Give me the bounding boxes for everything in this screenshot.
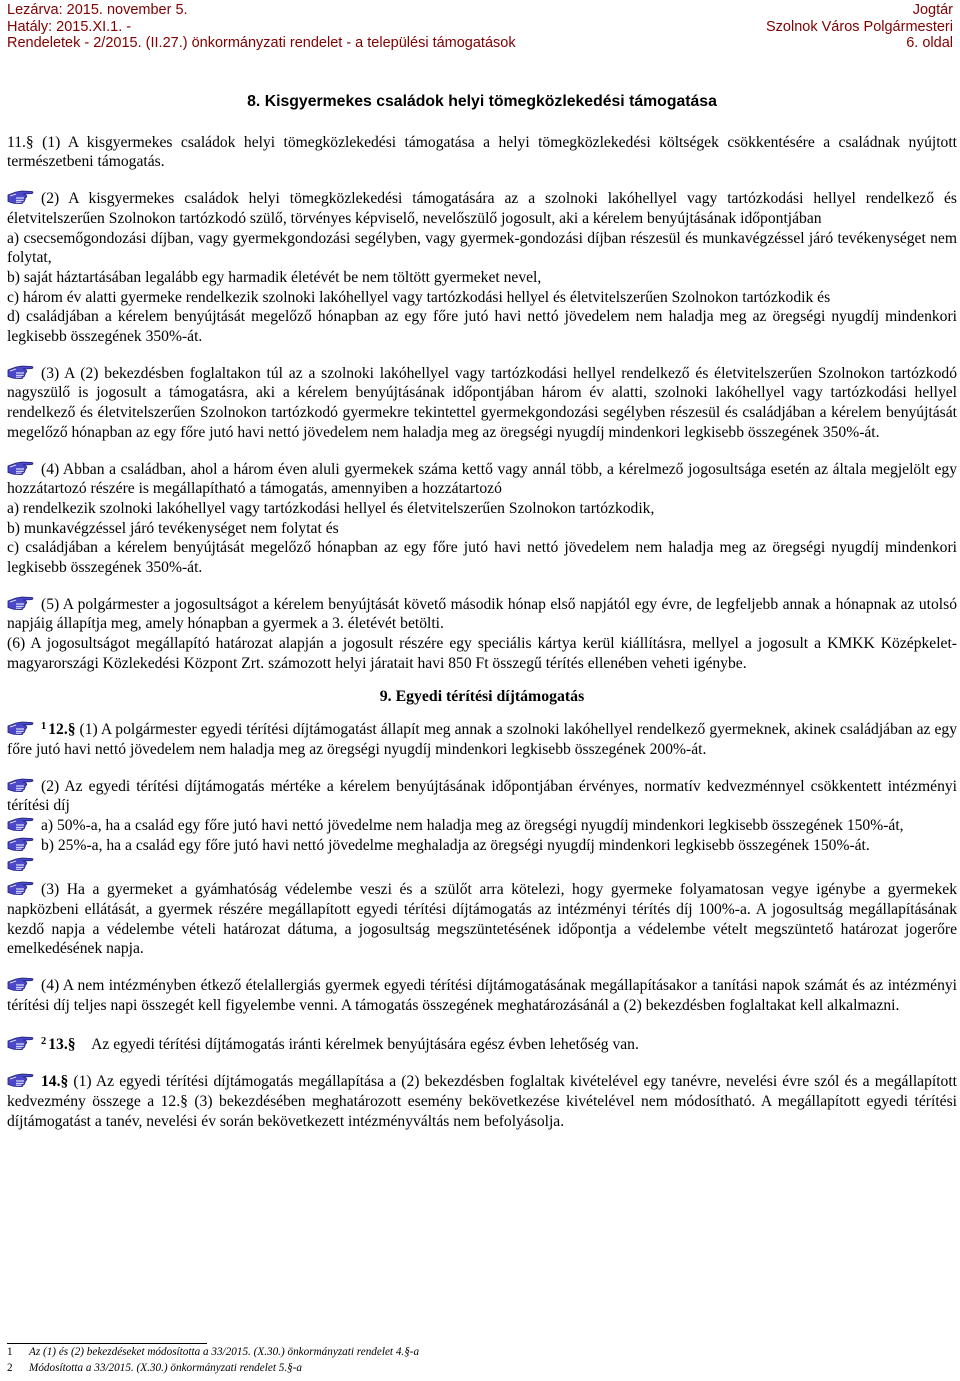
pointing-hand-icon[interactable] xyxy=(7,856,35,872)
paragraph-12-2-marker xyxy=(7,856,957,876)
paragraph-12-4: (4) A nem intézményben étkező ételallergiás gyermek egyedi térítési díjtámogatásának megállapításakor a tanítási napok számát és az intézményi térítési díj teljes napi összegét kell figyelembe venni. A támogatás összegének meghatározásánál a (2) bekezdésben foglaltakat kell alkalmazni. xyxy=(7,977,957,1014)
paragraph-11-6: (6) A jogosultságot megállapító határozat alapján a jogosult részére egy speciális kártya kerül kiállításra, mellyel a jogosult a KMKK Középkelet-magyarországi Közlekedési Központ Zrt. számozott helyi járatait havi 850 Ft összegű térítés ellenében veheti igénybe. xyxy=(7,635,957,672)
pointing-hand-icon[interactable] xyxy=(7,720,35,736)
paragraph-11-2b: b) saját háztartásában legalább egy harmadik életévét be nem töltött gyermeket nevel, xyxy=(7,268,542,286)
header-closed-date: Lezárva: 2015. november 5. xyxy=(7,2,188,18)
pointing-hand-icon[interactable] xyxy=(7,880,35,896)
page-header-right xyxy=(766,2,953,52)
header-publisher: Jogtár xyxy=(912,2,953,18)
pointing-hand-icon[interactable] xyxy=(7,1035,35,1051)
section-13-number: 13.§ xyxy=(48,1036,76,1054)
paragraph-11-5: (5) A polgármester a jogosultságot a kérelem benyújtását követő második hónap első napjától egy évre, de legfeljebb annak a hónapnak az utolsó napjáig állapítja meg, amely hónapban a gyermek a 3. életévét betölti. xyxy=(7,595,957,633)
section-12-number: 12.§ xyxy=(48,721,76,739)
footnote-1: 1 Az (1) és (2) bekezdéseket módosította a 33/2015. (X.30.) önkormányzati rendelet 4.§-a xyxy=(7,1346,420,1358)
paragraph-12-1: $^1$ 12.§ (1) A polgármester egyedi térítési díjtámogatást állapít meg annak a szolnoki lakóhellyel rendelkező gyermeknek, akinek családjában az egy főre jutó havi nettó jövedelem nem haladja meg az öregségi nyugdíj mindenkori legkisebb összegének 200%-át. xyxy=(7,721,957,758)
paragraph-11-1: 11.§ (1) A kisgyermekes családok helyi tömegközlekedési támogatása a helyi tömegközlekedési költségek csökkentésére a családnak nyújtott természetbeni támogatás. xyxy=(7,133,957,171)
pointing-hand-icon[interactable] xyxy=(7,976,35,992)
paragraph-11-4: (4) Abban a családban, ahol a három éven aluli gyermekek száma kettő vagy annál több, a kérelmező jogosultsága esetén az általa megjelölt egy hozzátartozó részére is megállapítható a támogatás, amennyiben a hozzátartozó xyxy=(7,460,957,498)
paragraph-13: $^2$ 13.§ Az egyedi térítési díjtámogatás iránti kérelmek benyújtására egész évben lehetőség van. xyxy=(7,1032,957,1055)
section-14-number: 14.§ xyxy=(41,1073,69,1091)
paragraph-12-2b: b) 25%-a, ha a család egy főre jutó havi nettó jövedelme meghaladja az öregségi nyugdíj mindenkori legkisebb összegének 150%-át. xyxy=(7,836,957,856)
header-page-number: 6. oldal xyxy=(906,35,953,51)
pointing-hand-icon[interactable] xyxy=(7,595,35,611)
paragraph-11-2a: a) csecsemőgondozási díjban, vagy gyermekgondozási segélyben, vagy gyermek-gondozási díjban részesül és munkavégzéssel járó tevékenységet nem folytat, xyxy=(7,229,957,267)
header-regulation-title: Rendeletek - 2/2015. (II.27.) önkormányzati rendelet - a települési támogatások xyxy=(7,35,516,51)
paragraph-12-3: (3) Ha a gyermeket a gyámhatóság védelembe veszi és a szülőt arra kötelezi, hogy gyermeke folyamatosan vegye igénybe a gyermekek napközbeni ellátását, a gyermek részére megállapított egyedi térítési díjtámogatás az intézményi térítés díj 100%-a. A jogosultság megállapításának kezdő napja a védelembe vételi határozat dátuma, a jogosultság megszüntetésének időpontja a védelembe vételt megszüntető határozat jogerőre emelkedésének napja. xyxy=(7,881,957,958)
pointing-hand-icon[interactable] xyxy=(7,460,35,476)
pointing-hand-icon[interactable] xyxy=(7,364,35,380)
paragraph-11-2: (2) A kisgyermekes családok helyi tömegközlekedési támogatására az a szolnoki lakóhellyel vagy tartózkodási hellyel rendelkező és életvitelszerűen Szolnokon tartózkodó szülő, törvényes képviselő, nevelőszülő jogosult, aki a kérelem benyújtásának időpontjában xyxy=(7,190,957,227)
pointing-hand-icon[interactable] xyxy=(7,816,35,832)
section-9-title: 9. Egyedi térítési díjtámogatás xyxy=(379,687,585,705)
paragraph-11-4a: a) rendelkezik szolnoki lakóhellyel vagy tartózkodási hellyel és életvitelszerűen Szolnokon tartózkodik, xyxy=(7,499,655,517)
pointing-hand-icon[interactable] xyxy=(7,1072,35,1088)
page-header-left xyxy=(7,2,516,52)
footnote-2: 2 Módosította a 33/2015. (X.30.) önkormányzati rendelet 5.§-a xyxy=(7,1362,303,1374)
document-body xyxy=(7,92,957,1131)
paragraph-12-2a: a) 50%-a, ha a család egy főre jutó havi nettó jövedelme nem haladja meg az öregségi nyugdíj mindenkori legkisebb összegének 150%-át, xyxy=(7,816,957,836)
paragraph-11-4b: b) munkavégzéssel járó tevékenységet nem folytat és xyxy=(7,519,339,537)
header-organization: Szolnok Város Polgármesteri xyxy=(766,18,953,35)
paragraph-12-2: (2) Az egyedi térítési díjtámogatás mértéke a kérelem benyújtásának időpontjában érvényes, normatív kedvezménnyel csökkentett intézményi térítési díj xyxy=(7,777,957,815)
pointing-hand-icon[interactable] xyxy=(7,189,35,205)
paragraph-11-2d: d) családjában a kérelem benyújtását megelőző hónapban az egy főre jutó havi nettó jövedelem nem haladja meg az öregségi nyugdíj mindenkori legkisebb összegének 350%-át. xyxy=(7,308,957,346)
pointing-hand-icon[interactable] xyxy=(7,777,35,793)
paragraph-14: 14.§ (1) Az egyedi térítési díjtámogatás megállapítása a (2) bekezdésben foglaltak kivételével egy tanévre, nevelési évre szól és a megállapított kedvezmény összege a 12.§ (3) bekezdésében meghatározott esemény bekövetkezése kivételével nem módosítható. A megállapított egyedi térítési díjtámogatást a tanév, nevelési év során bekövetkezett intézményváltás nem befolyásolja. xyxy=(7,1073,957,1130)
footnote-ref-2[interactable]: 2 xyxy=(41,1036,47,1048)
footnotes xyxy=(7,1344,607,1376)
section-8-title: 8. Kisgyermekes családok helyi tömegközlekedési támogatása xyxy=(247,93,717,110)
footnote-ref-1[interactable]: 1 xyxy=(41,721,47,733)
header-effect-date: Hatály: 2015.XI.1. - xyxy=(7,18,132,35)
paragraph-11-4c: c) családjában a kérelem benyújtását megelőző hónapban az egy főre jutó havi nettó jövedelem nem haladja meg az öregségi nyugdíj mindenkori legkisebb összegének 350%-át. xyxy=(7,539,957,577)
paragraph-11-2c: c) három év alatti gyermeke rendelkezik szolnoki lakóhellyel vagy tartózkodási hellyel és életvitelszerűen Szolnokon tartózkodik és xyxy=(7,288,831,306)
pointing-hand-icon[interactable] xyxy=(7,836,35,852)
paragraph-11-3: (3) A (2) bekezdésben foglaltakon túl az a szolnoki lakóhellyel vagy tartózkodási hellyel rendelkező és életvitelszerűen Szolnokon tartózkodó nagyszülő is jogosult a támogatásra, aki a kérelem benyújtásának időpontjában három év alatti, szolnoki lakóhellyel vagy tartózkodási hellyel rendelkező és életvitelszerűen Szolnokon tartózkodó gyermekre tekintettel gyermekgondozási segélyben részesül és családjában a kérelem benyújtását megelőző hónapban az egy főre jutó havi nettó jövedelem nem haladja meg az öregségi nyugdíj mindenkori legkisebb összegének 350%-át. xyxy=(7,364,957,441)
